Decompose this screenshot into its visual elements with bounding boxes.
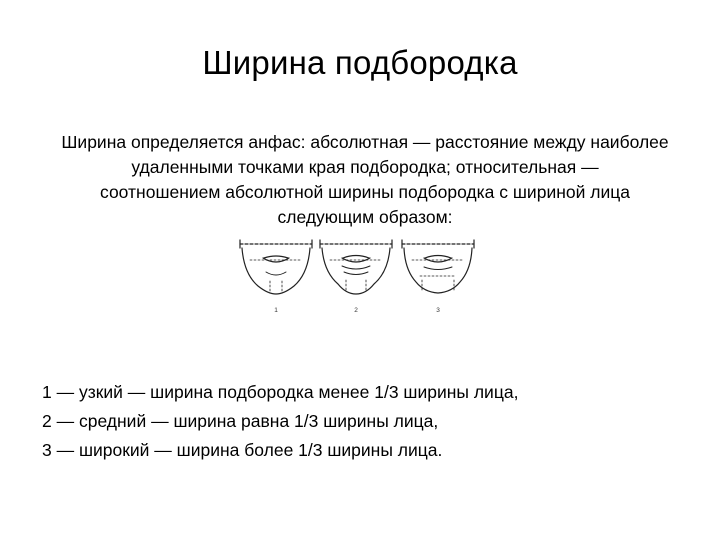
chin-diagram — [236, 236, 480, 318]
figure-label-3: 3 — [436, 307, 440, 314]
list-item: 2 — средний — ширина равна 1/3 ширины лица, — [42, 411, 439, 431]
chin-types-list — [42, 378, 682, 465]
intro-line: следующим образом: — [277, 207, 453, 227]
chin-width-figure — [236, 236, 480, 318]
face-wide-chin — [402, 240, 474, 293]
intro-paragraph — [40, 130, 690, 230]
figure-label-2: 2 — [354, 307, 358, 314]
intro-line: Ширина определяется анфас: абсолютная — расстояние между наиболее — [61, 132, 669, 152]
intro-line: соотношением абсолютной ширины подбородка с шириной лица — [100, 182, 630, 202]
face-narrow-chin — [240, 240, 312, 294]
intro-line: удаленными точками края подбородка; относительная — — [131, 157, 599, 177]
face-medium-chin — [320, 240, 392, 294]
list-item: 3 — широкий — ширина более 1/3 ширины лица. — [42, 440, 443, 460]
list-item: 1 — узкий — ширина подбородка менее 1/3 ширины лица, — [42, 382, 519, 402]
slide-title: Ширина подбородка — [202, 44, 518, 81]
figure-label-1: 1 — [274, 307, 278, 314]
